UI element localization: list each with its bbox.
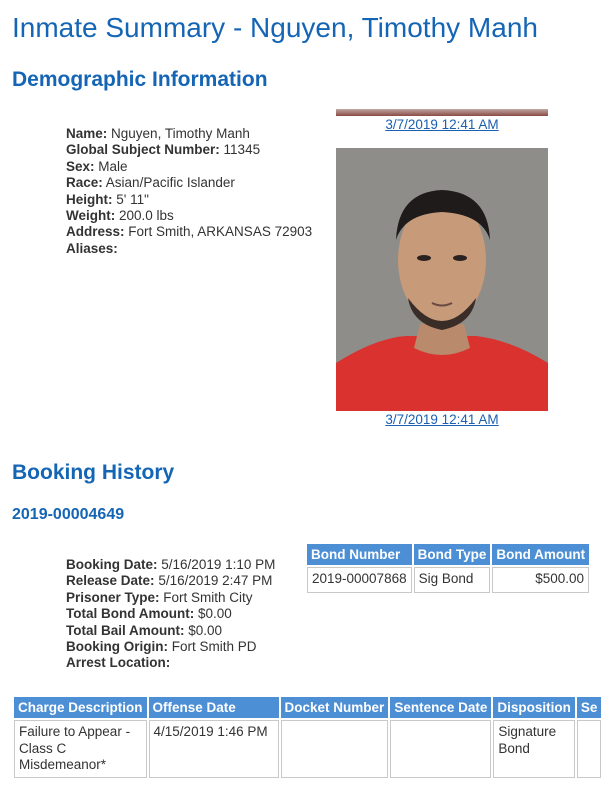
- docket-number-cell: [281, 720, 389, 778]
- field-name: Name: Nguyen, Timothy Manh: [66, 126, 250, 141]
- docket-number-header: Docket Number: [281, 697, 389, 718]
- photo-date-link-2[interactable]: 3/7/2019 12:41 AM: [385, 412, 499, 427]
- charge-description-header: Charge Description: [14, 697, 147, 718]
- field-aliases: Aliases:: [66, 240, 118, 256]
- field-booking-date: Booking Date: 5/16/2019 1:10 PM: [66, 557, 276, 572]
- bond-table-header: [307, 544, 589, 565]
- bond-number-header: Bond Number: [307, 544, 412, 565]
- bond-number-cell: 2019-00007868: [307, 567, 412, 593]
- charge-row: [14, 720, 601, 778]
- bond-table: [305, 542, 591, 595]
- demographic-fields: [66, 126, 312, 257]
- page-title: Inmate Summary - Nguyen, Timothy Manh: [12, 12, 538, 43]
- disposition-header: Disposition: [493, 697, 575, 718]
- photo-date-link-1[interactable]: 3/7/2019 12:41 AM: [385, 117, 499, 132]
- field-weight: Weight: 200.0 lbs: [66, 208, 174, 224]
- bond-type-header: Bond Type: [414, 544, 491, 565]
- field-total-bail-amount: Total Bail Amount: $0.00: [66, 622, 223, 638]
- truncated-header: Se: [577, 697, 602, 718]
- field-sex: Sex: Male: [66, 158, 128, 174]
- bond-type-cell: Sig Bond: [414, 567, 491, 593]
- field-prisoner-type: Prisoner Type: Fort Smith City: [66, 589, 253, 605]
- charge-table-header: [14, 697, 601, 718]
- booking-number: 2019-00004649: [12, 506, 125, 523]
- field-address: Address: Fort Smith, ARKANSAS 72903: [66, 224, 313, 240]
- field-arrest-location: Arrest Location:: [66, 655, 171, 671]
- field-global-subject-number: Global Subject Number: 11345: [66, 142, 261, 158]
- field-race: Race: Asian/Pacific Islander: [66, 175, 235, 191]
- booking-fields: [66, 557, 275, 672]
- offense-date-cell: 4/15/2019 1:46 PM: [149, 720, 279, 778]
- field-height: Height: 5' 11": [66, 191, 149, 207]
- field-release-date: Release Date: 5/16/2019 2:47 PM: [66, 573, 273, 589]
- mugshot-image: [336, 148, 548, 411]
- sentence-date-cell: [390, 720, 491, 778]
- truncated-cell: [577, 720, 602, 778]
- demographic-heading: Demographic Information: [12, 68, 268, 91]
- disposition-cell: Signature Bond: [493, 720, 575, 778]
- field-total-bond-amount: Total Bond Amount: $0.00: [66, 606, 232, 622]
- bond-row: [307, 567, 589, 593]
- bond-amount-header: Bond Amount: [492, 544, 589, 565]
- bond-amount-cell: $500.00: [492, 567, 589, 593]
- booking-history-heading: Booking History: [12, 461, 175, 484]
- sentence-date-header: Sentence Date: [390, 697, 491, 718]
- previous-photo-crop: [336, 109, 548, 116]
- charge-table: [12, 695, 603, 780]
- field-booking-origin: Booking Origin: Fort Smith PD: [66, 639, 257, 655]
- offense-date-header: Offense Date: [149, 697, 279, 718]
- charge-description-cell: Failure to Appear - Class C Misdemeanor*: [14, 720, 147, 778]
- mugshot-photo[interactable]: [336, 148, 548, 411]
